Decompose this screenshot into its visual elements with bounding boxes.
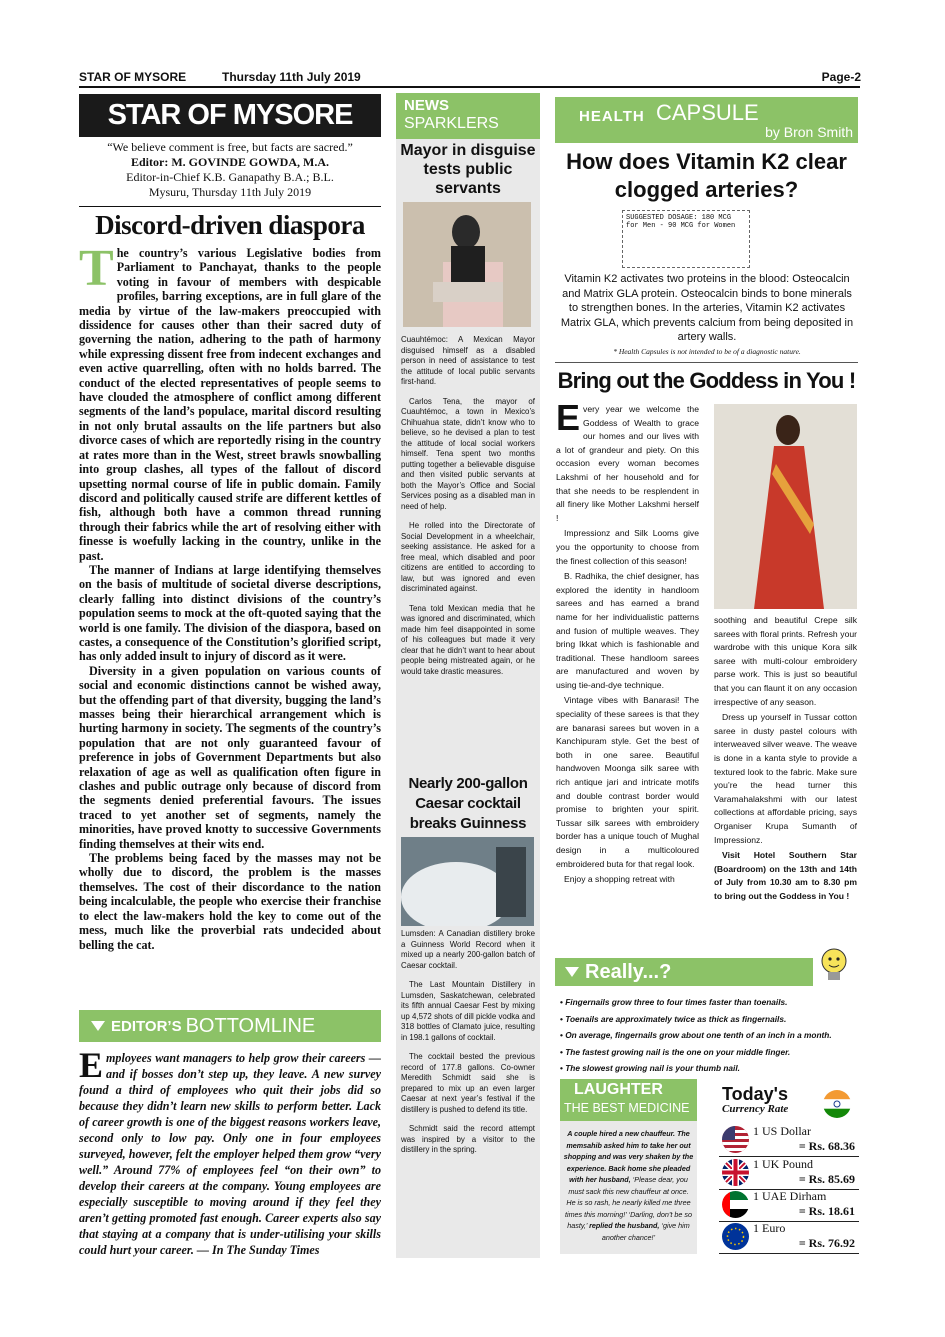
- uae-flag-icon: [722, 1191, 749, 1218]
- really-label: Really...?: [585, 960, 672, 983]
- currency-row: [719, 1159, 859, 1190]
- joke-attribution: replied the husband,: [589, 1221, 660, 1230]
- currency-row: [719, 1223, 859, 1254]
- goddess-headline: Bring out the Goddess in You !: [557, 368, 856, 393]
- dropcap: E: [79, 1045, 104, 1085]
- news-sparklers-banner: [396, 93, 540, 139]
- fact-item: • Toenails are approximately twice as thick as fingernails.: [560, 1011, 858, 1028]
- capsule-label: CAPSULE: [656, 100, 759, 125]
- facts-list: [560, 994, 858, 1077]
- saree-model-photo: [714, 404, 857, 609]
- motto: “We believe comment is free, but facts are sacred.”: [107, 140, 353, 154]
- editorial-paragraph: The problems being faced by the masses may not be wholly due to discord, the problem is the masses themselves. The cost of their discordance to the nation being incalculable, the people who exercise their franchise to elect the law-makers hold the key to come out of the mess, much like the proverbial rats undecided about belling the cat.: [79, 851, 381, 952]
- joke-punchline: ‘give him another chance!’: [601, 1221, 690, 1242]
- editorial-paragraph: Diversity in a given population on various counts of social and economic distinctions cannot be wished away, but the offending part of that diversity, bugging the land’s masses being their hierarchical arrangement which is hurting harmony in society. The segments of the country’s population that are not only guaranteed favour of preference in jobs of Government Departments but also relaxation of age as well as qualification often figure in clashes and public outrage only because of discord from the segments denied preferential favours. The issues traced to yet another set of segments, namely the minorities, have proved knotty to successive Governments finding themselves at their wits end.: [79, 663, 381, 851]
- joke-quote: ‘Darling, don’t be so hasty,’: [567, 1209, 693, 1230]
- paragraph-text: very year we welcome the Goddess of Wealth to grace our homes and our lives with a lot of grandeur and piety. On this occasion every woman becomes Lakshmi of her household and for that she needs to be resplendent in all finery like Mother Lakshmi herself !: [556, 404, 699, 523]
- story-paragraph: Enjoy a shopping retreat with: [564, 874, 675, 885]
- fact-item: • Fingernails grow three to four times faster than toenails.: [560, 994, 858, 1011]
- photo-caption: Cuauhtémoc: A Mexican Mayor disguised himself as a disabled person in need of assistance to test the attitude of local public servants first-hand.: [401, 335, 535, 386]
- editorial-paragraph: [79, 240, 381, 563]
- bottomline-body: [79, 1045, 381, 1258]
- caesar-story: [401, 929, 535, 1165]
- header-divider: [79, 86, 860, 88]
- dateline: Mysuru, Thursday 11th July 2019: [148, 185, 312, 199]
- page-header-publication: STAR OF MYSORE: [79, 70, 187, 84]
- story-paragraph: The cocktail bested the previous record of 177.8 gallons. Co-owner Meredith Schmidt said she is prepared to mix up an even larger Caesar at next year’s festival if the distillery is pushed to defend its title.: [401, 1052, 535, 1114]
- health-byline: by Bron Smith: [765, 124, 853, 140]
- lightbulb-icon: [815, 944, 853, 988]
- story-paragraph: Schmidt said the record attempt was inspired by a visitor to the distillery in the spring.: [401, 1124, 535, 1154]
- story-paragraph: [556, 397, 699, 525]
- triangle-icon: [91, 1021, 105, 1031]
- joke-setup: A couple hired a new chauffeur. The memsahib asked him to take her out shopping and was very shaken by the experience. Back home she pleaded with her husband,: [563, 1129, 694, 1184]
- laughter-label: LAUGHTER: [574, 1081, 663, 1098]
- dosage-text: SUGGESTED DOSAGE: 180 MCG for Men - 90 MCG for Women: [626, 214, 736, 230]
- news-label: NEWS: [404, 97, 449, 114]
- health-disclaimer: * Health Capsules is not intended to be of a diagnostic nature.: [613, 347, 801, 356]
- dropcap: T: [79, 240, 114, 297]
- us-flag-icon: [722, 1126, 749, 1153]
- story-paragraph: Vintage vibes with Banarasi! The speciality of these sarees is that they are banarasi sarees but woven in a Kanchipuram style. Get the best of both in one saree. Beautiful handwoven Moonga silk saree with rich antique jari and intricate motifs and double contrast border would promise to brighten your spirit. Tussar silk sarees with embroidery border has a unique touch of Mughal design in a multicoloured embroidered buta for that regal look.: [556, 695, 699, 869]
- currency-value: = Rs. 68.36: [798, 1139, 855, 1153]
- story-paragraph: Tena told Mexican media that he was ignored and discriminated, which made him feel disappointed in some of his colleagues but made it very clear that he didn’t want to hear about people being mistreated again, or he would take drastic measures.: [401, 603, 535, 676]
- editorial-headline: Discord-driven diaspora: [95, 210, 365, 240]
- caesar-photo-illustration: [401, 837, 534, 926]
- health-label: HEALTH: [579, 108, 645, 125]
- currency-name: 1 UAE Dirham: [753, 1189, 827, 1203]
- saree-illustration: [714, 404, 857, 609]
- page-header-date: Thursday 11th July 2019: [222, 70, 361, 84]
- vitamin-k2-headline: How does Vitamin K2 clear clogged arteries?: [566, 149, 847, 202]
- currency-row: [719, 1191, 859, 1222]
- currency-row: [719, 1126, 859, 1157]
- mayor-story: [401, 335, 535, 686]
- story-paragraph: He rolled into the Directorate of Social Development in a wheelchair, seeking assistance. He asked for a free meal, which disabled and poor citizens are entitled to according to law, but was ignored and even discriminated against.: [401, 521, 535, 593]
- bottomline-text: mployees want managers to help grow their careers — and if bosses don’t step up, they leave. A new survey found a third of employees who quit their jobs did so because they didn’t learn new skills to perform better. Lack of career growth is one of the biggest reasons workers leave, second only to low pay. Only one in four employees surveyed, however, felt the employer helped them grow “very well.” Around 77% of employees feel “on their own” to develop their careers at the company. Young employees are especially susceptible to moving around if they feel they aren’t getting promoted fast enough. Career experts also say that staying at a company that is under-utilising your skills could hurt your career. — In The Sunday Times: [79, 1051, 381, 1257]
- dropcap: E: [556, 397, 581, 438]
- paragraph-text: he country’s various Legislative bodies from Parliament to Panchayat, thanks to the people voting in favour of members with despicable profiles, barring exceptions, are in full glare of the media by virtue of the law-makers preoccupied with dissidence for causes other than their sacred duty of governing the nation, adhering to the path of harmony while expressing dissent free from indecent exchanges and even active quarrelling, often with no holds barred. The conduct of the elected representatives of people seems to have clouded the atmosphere of conflict among different segments of the land’s populace, marital discord resulting in not only brutal assaults on the life partners but also divorce cases of which are reportedly rising in the country at rates more than in the West, street brawls snowballing into group clashes, all types of the fallout of discord upsetting normal course of life in public domain. Family discord and politically caused strife are different kettles of fish, although both have a common thread running through their fabrics while the art of resolving either with finesse is woefully lacking in the country, unlike in the past.: [79, 246, 381, 563]
- story-paragraph: Dress up yourself in Tussar cotton saree in dusty pastel colours with interweaved silver weave. The weave is done in a kanta style to provide a textured look to the fabric. Make sure you’re the head turner this Varamahalakshmi with our latest collections at affordable pricing, says Organiser Krupa Sumanth of Impressionz.: [714, 712, 857, 845]
- uk-flag-icon: [722, 1159, 749, 1186]
- vitamin-k2-body: Vitamin K2 activates two proteins in the blood: Osteocalcin and Matrix GLA protein. Osteocalcin binds to bone minerals to strengthen bones. In the arteries, Vitamin K2 activates Matrix GLA, which prevents calcium from being deposited in artery walls.: [560, 273, 854, 343]
- health-capsule-banner: [555, 97, 858, 143]
- currency-name: 1 US Dollar: [753, 1124, 811, 1138]
- fact-item: • On average, fingernails grow about one tenth of an inch in a month.: [560, 1027, 858, 1044]
- india-flag-icon: [823, 1090, 851, 1118]
- fact-item: • The fastest growing nail is the one on your middle finger.: [560, 1044, 858, 1061]
- currency-name: 1 UK Pound: [753, 1157, 814, 1171]
- currency-value: = Rs. 18.61: [798, 1204, 855, 1218]
- triangle-icon: [565, 967, 579, 977]
- goddess-story-column-1: [556, 397, 699, 889]
- page-number: Page-2: [821, 70, 861, 84]
- editor-line: Editor: M. GOVINDE GOWDA, M.A.: [131, 155, 329, 169]
- caesar-headline: Nearly 200-gallon Caesar cocktail breaks Guinness: [408, 775, 528, 832]
- masthead: [79, 94, 381, 137]
- dosage-sketch: [622, 210, 750, 268]
- editorial-paragraph: The manner of Indians at large identifying themselves on the basis of multitude of societal diverse descriptions, clearly falling into distinct divisions of the country’s population seems to mock at the oft-quoted saying that the world is one family. The division of the diaspora, based on castes, a consequence of the Constitution’s glorified script, has only added insult to injury of discord as it were.: [79, 562, 381, 664]
- bottomline-banner: [79, 1010, 381, 1042]
- mayor-photo: [403, 202, 531, 327]
- currency-name: 1 Euro: [753, 1221, 786, 1235]
- currency-subtitle: Currency Rate: [722, 1103, 789, 1115]
- laughter-banner: [560, 1079, 697, 1121]
- event-announcement: Visit Hotel Southern Star (Boardroom) on the 13th and 14th of July from 10.30 am to 8.30 pm to bring out the Goddess in You !: [714, 850, 857, 901]
- caesar-photo: [401, 837, 534, 926]
- joke-quote: ‘Please dear, you must sack this new chauffeur at once. He is so rash, he nearly killed me three times this morning!’: [564, 1175, 691, 1219]
- bottomline-label-bold: EDITOR’S: [111, 1017, 182, 1035]
- fact-item: • The slowest growing nail is your thumb nail.: [560, 1060, 858, 1077]
- currency-value: = Rs. 85.69: [798, 1172, 855, 1186]
- story-paragraph: The Last Mountain Distillery in Lumsden, Saskatchewan, celebrated its fifth annual Caesar Fest by mixing up 4,572 shots of dill pickle vodka and 318 bottles of Clamato juice, resulting in 198.1 gallons of cocktail.: [401, 980, 535, 1042]
- goddess-story-column-2: [714, 614, 857, 905]
- really-banner: [555, 958, 813, 986]
- editor-in-chief-line: Editor-in-Chief K.B. Ganapathy B.A.; B.L.: [126, 170, 334, 184]
- masthead-title: STAR OF MYSORE: [107, 99, 353, 131]
- story-paragraph: soothing and beautiful Crepe silk sarees with floral prints. Refresh your wardrobe with this unique Kora silk saree with multi-colour embroidery parse work. This is just so beautiful that you can flaunt it on any occasion irrespective of any season.: [714, 615, 857, 707]
- photo-caption: Lumsden: A Canadian distillery broke a Guinness World Record when it mixed up a nearly 200-gallon batch of Caesar cocktail.: [401, 929, 535, 970]
- editorial-body: [79, 240, 381, 952]
- masthead-info: [79, 140, 381, 200]
- eu-flag-icon: [722, 1223, 749, 1250]
- currency-value: = Rs. 76.92: [798, 1236, 855, 1250]
- mayor-headline: Mayor in disguise tests public servants: [400, 142, 536, 197]
- divider: [79, 206, 381, 207]
- story-paragraph: Carlos Tena, the mayor of Cuauhtémoc, a town in Mexico’s Chihuahua state, didn’t know who to believe, so he devised a plan to test the attitude of local social workers himself. Tena spent two months putting together a believable disguise and then visited public servants at both the Mayor’s Office and Social Services posing as a disabled man in need of help.: [401, 396, 535, 511]
- bottomline-label-light: BOTTOMLINE: [185, 1014, 316, 1037]
- story-paragraph: Impressionz and Silk Looms give you the opportunity to choose from the finest collection of this season!: [556, 528, 699, 566]
- best-medicine-label: THE BEST MEDICINE: [564, 1101, 690, 1115]
- currency-title: Today's: [722, 1084, 788, 1104]
- row-divider: [719, 1221, 859, 1222]
- divider: [555, 362, 858, 363]
- joke-text: [563, 1128, 694, 1243]
- sparklers-label: SPARKLERS: [404, 115, 499, 132]
- row-divider: [719, 1253, 859, 1254]
- story-paragraph: B. Radhika, the chief designer, has explored the identity in handloom sarees and has earned a brand name for her individualistic patterns and fusion of multiple weaves. They bring Ikkat which is fashionable and traditional. These handloom sarees are manufactured and woven by using tie-and-dye technique.: [556, 571, 699, 690]
- mayor-photo-illustration: [403, 202, 531, 327]
